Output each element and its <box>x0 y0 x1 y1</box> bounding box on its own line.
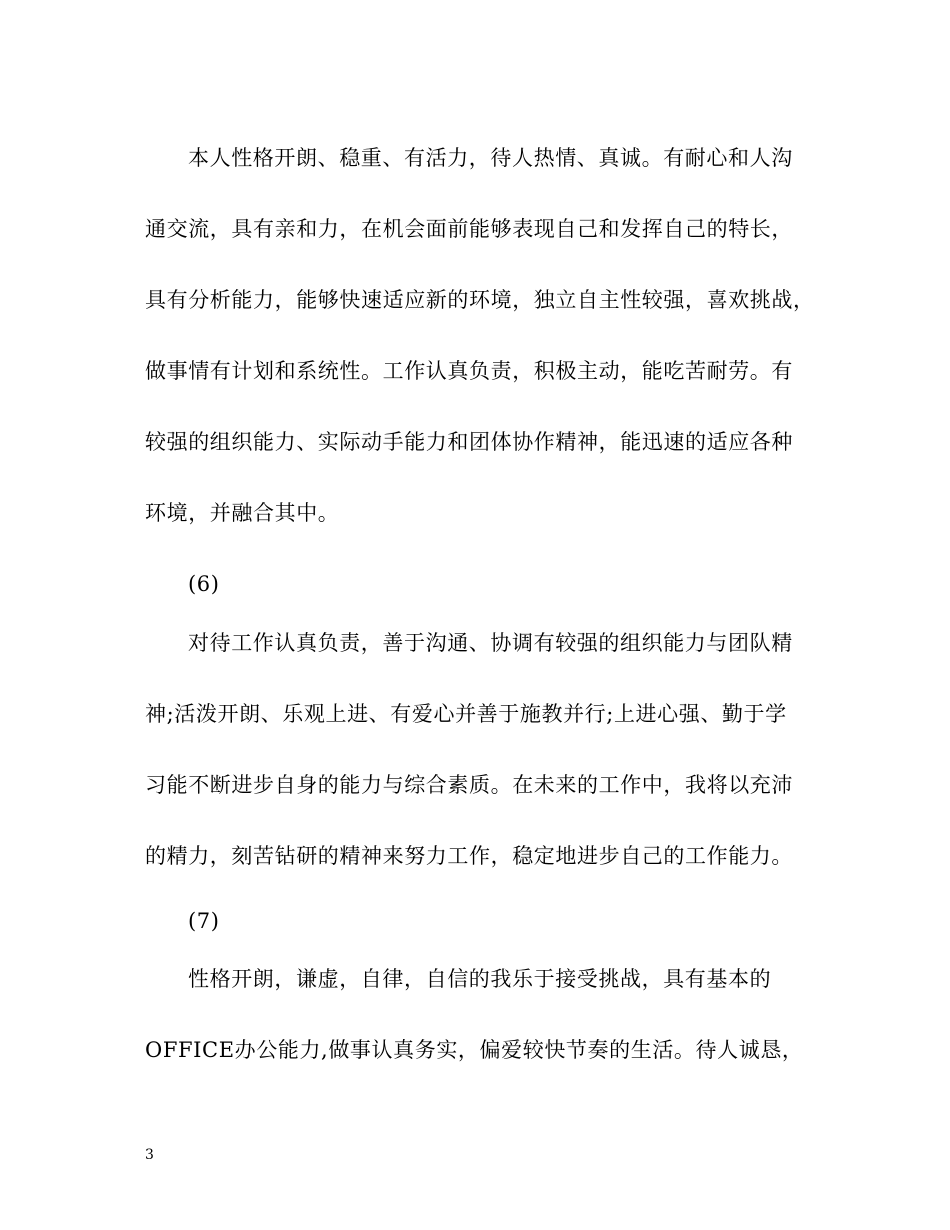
paragraph-line: 环境，并融合其中。 <box>145 501 340 525</box>
page-number: 3 <box>145 1147 154 1163</box>
paragraph-line: 习能不断进步自身的能力与综合素质。在未来的工作中，我将以充沛 <box>145 773 793 797</box>
paragraph-line: 具有分析能力，能够快速适应新的环境，独立自主性较强，喜欢挑战， <box>145 288 815 312</box>
paragraph-line: 神;活泼开朗、乐观上进、有爱心并善于施教并行;上进心强、勤于学 <box>145 702 787 726</box>
section-marker: (6) <box>188 572 220 596</box>
paragraph-line: OFFICE办公能力,做事认真务实，偏爱较快节奏的生活。待人诚恳， <box>145 1038 804 1062</box>
paragraph-line: 本人性格开朗、稳重、有活力，待人热情、真诚。有耐心和人沟 <box>188 146 793 170</box>
paragraph-line: 性格开朗，谦虚，自律，自信的我乐于接受挑战，具有基本的 <box>188 967 772 991</box>
paragraph-line: 通交流，具有亲和力，在机会面前能够表现自己和发挥自己的特长， <box>145 217 793 241</box>
paragraph-line: 较强的组织能力、实际动手能力和团体协作精神，能迅速的适应各种 <box>145 430 793 454</box>
paragraph-line: 的精力，刻苦钻研的精神来努力工作，稳定地进步自己的工作能力。 <box>145 844 793 868</box>
paragraph-line: 对待工作认真负责，善于沟通、协调有较强的组织能力与团队精 <box>188 631 793 655</box>
section-marker: (7) <box>188 909 220 933</box>
paragraph-line: 做事情有计划和系统性。工作认真负责，积极主动，能吃苦耐劳。有 <box>145 359 793 383</box>
